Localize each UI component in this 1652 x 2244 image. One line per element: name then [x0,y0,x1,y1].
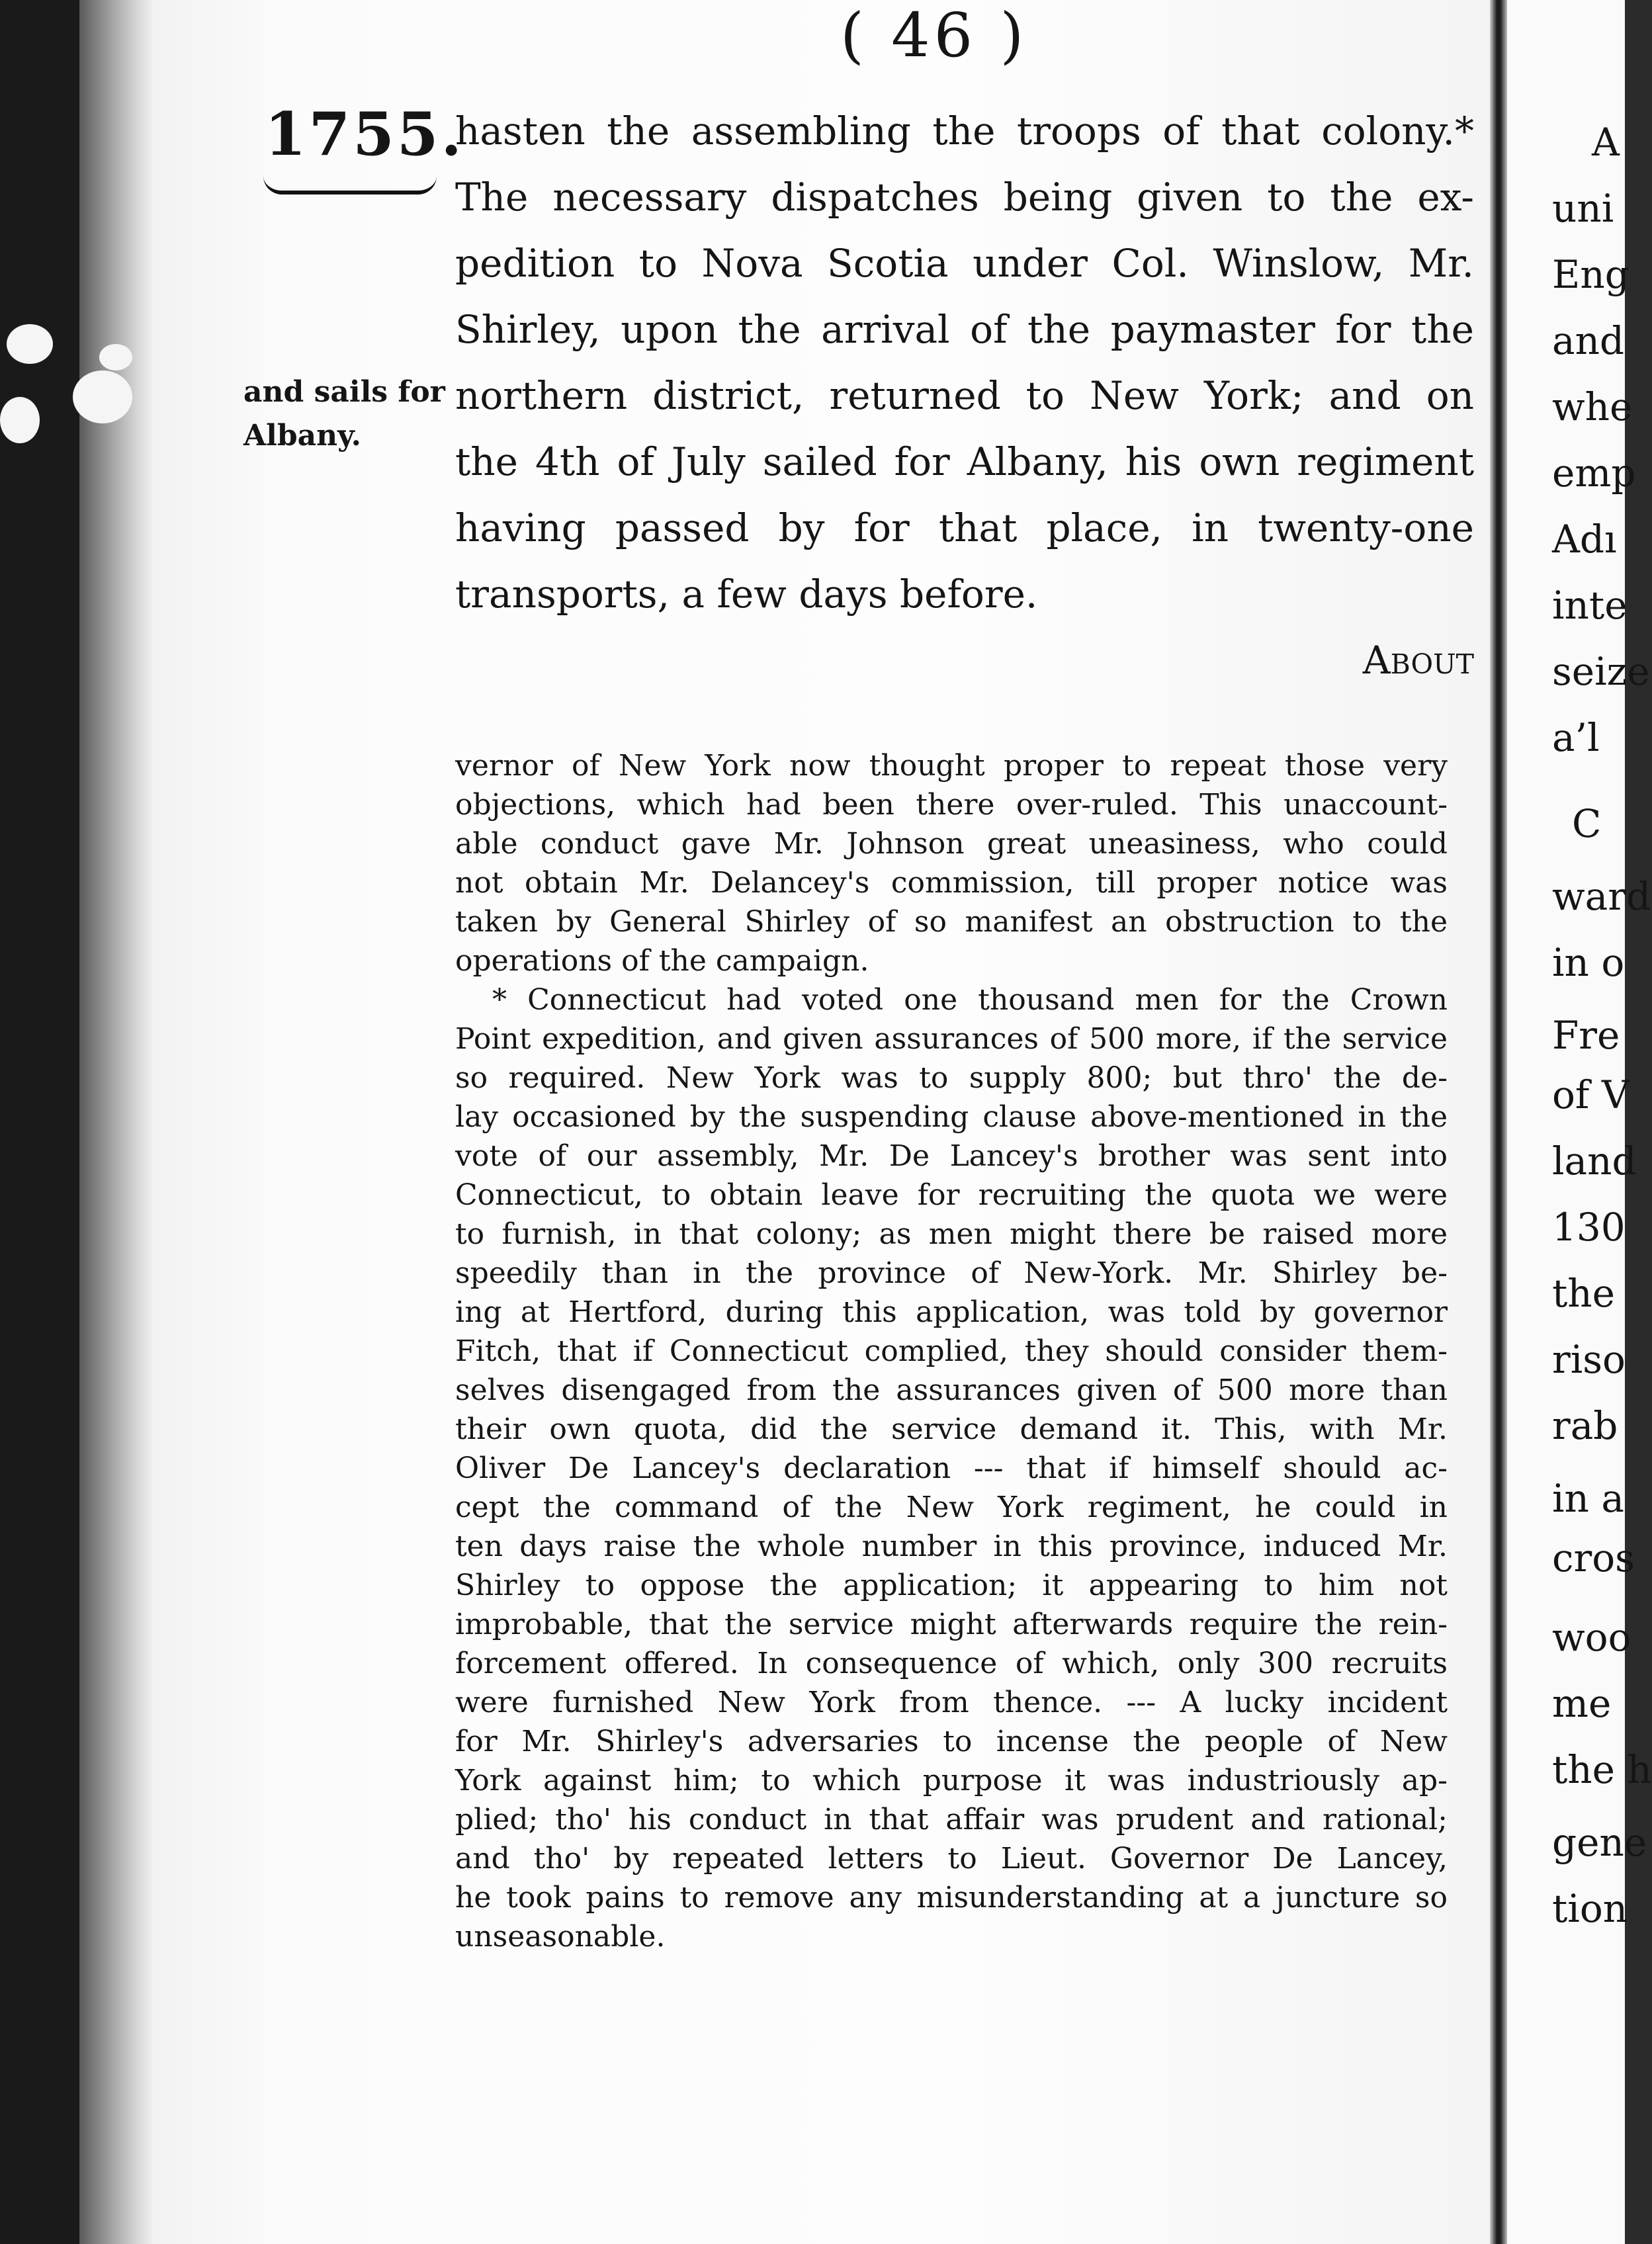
facing-page-fragment: C [1572,801,1602,846]
facing-page-fragment: emp [1552,451,1636,496]
footnote-line: he took pains to remove any misunderstanding at a juncture so [455,1881,1448,1915]
footnote-line: Oliver De Lancey's declaration --- that if himself should ac- [455,1451,1448,1485]
facing-page-fragment: seize [1552,649,1650,694]
footnotes [455,746,1448,1956]
facing-page-fragment: me [1552,1681,1612,1726]
footnote-line: forcement offered. In consequence of which, only 300 recruits [455,1647,1448,1680]
facing-page-fragment: and [1552,318,1625,363]
paper-blot [7,324,53,364]
footnote-line: Connecticut, to obtain leave for recruiting the quota we were [455,1178,1448,1212]
facing-page-fragment: a’l [1552,715,1600,760]
footnote-line: cept the command of the New York regiment, he could in [455,1490,1448,1524]
facing-page-fragment: the h [1552,1747,1652,1792]
footnote-line: unseasonable. [455,1920,666,1954]
facing-page-fragment: inte [1552,583,1628,628]
margin-note [243,370,445,458]
binding-gutter [79,0,152,2244]
margin-note-line: and sails for [243,375,445,409]
footnote-line: to furnish, in that colony; as men might there be raised more [455,1217,1448,1251]
footnote-line: taken by General Shirley of so manifest an obstruction to the [455,905,1448,939]
facing-page-fragment: rab [1552,1403,1618,1448]
footnote-line: speedily than in the province of New-York. Mr. Shirley be- [455,1256,1448,1290]
footnote-line: improbable, that the service might afterwards require the rein- [455,1608,1448,1641]
footnote-line: * Connecticut had voted one thousand men for the Crown [492,983,1448,1017]
footnote-line: were furnished New York from thence. --- A lucky incident [455,1686,1448,1719]
year-heading: 1755. [265,99,464,169]
catchword: About [1362,638,1474,683]
footnote-line: lay occasioned by the suspending clause above-mentioned in the [455,1100,1448,1134]
facing-page-fragment: gene [1552,1820,1647,1865]
facing-page-fragment: uni [1552,186,1614,231]
facing-page-fragment: tion [1552,1886,1628,1931]
facing-page-fragment: of V [1552,1072,1630,1117]
footnote-line: selves disengaged from the assurances given of 500 more than [455,1373,1448,1407]
page-divider [1490,0,1507,2244]
footnote-line: vernor of New York now thought proper to repeat those very [455,749,1448,783]
main-text [455,98,1474,693]
footnote-line: ten days raise the whole number in this province, induced Mr. [455,1530,1448,1563]
footnote-line: operations of the campaign. [455,944,869,978]
footnote-line: York against him; to which purpose it was industriously ap- [455,1764,1448,1797]
text-line: transports, a few days before. [455,572,1038,617]
footnote-line: Fitch, that if Connecticut complied, they should consider them- [455,1334,1448,1368]
footnote-line: able conduct gave Mr. Johnson great uneasiness, who could [455,827,1448,861]
facing-page-fragment: cros [1552,1535,1635,1580]
footnote-line: plied; tho' his conduct in that affair was prudent and rational; [455,1803,1448,1836]
footnote-line: objections, which had been there over-ruled. This unaccount- [455,788,1448,822]
footnote-line: not obtain Mr. Delancey's commission, till proper notice was [455,866,1448,900]
text-line: having passed by for that place, in twenty-one [455,505,1474,550]
facing-page-fragment: Adı [1552,517,1617,562]
page-number: ( 46 ) [840,0,1028,71]
footnote-line: and tho' by repeated letters to Lieut. Governor De Lancey, [455,1842,1448,1876]
footnote-line: for Mr. Shirley's adversaries to incense the people of New [455,1725,1448,1758]
facing-page-fragment: Fre [1552,1013,1620,1058]
text-line: the 4th of July sailed for Albany, his own regiment [455,439,1474,484]
text-line: pedition to Nova Scotia under Col. Winslow, Mr. [455,241,1474,286]
facing-page-fragment: the [1552,1271,1615,1316]
facing-page-fragment: whe [1552,384,1633,429]
facing-page-fragment: land [1552,1139,1637,1184]
facing-page-fragment: ward [1552,874,1651,919]
paper-blot [99,344,132,370]
year-ornament-rule [263,176,437,194]
facing-page-fragment: Eng [1552,252,1630,297]
footnote-line: vote of our assembly, Mr. De Lancey's brother was sent into [455,1139,1448,1173]
text-line: hasten the assembling the troops of that colony.* [455,108,1474,153]
facing-page-fragment: A [1592,120,1620,165]
facing-page-fragment: riso [1552,1337,1626,1382]
facing-page-fragment: woo [1552,1615,1631,1660]
paper-blot [0,397,40,443]
margin-note-line: Albany. [243,419,361,453]
facing-page-fragment: 130 [1552,1205,1626,1250]
footnote-line: their own quota, did the service demand it. This, with Mr. [455,1412,1448,1446]
footnote-line: Shirley to oppose the application; it appearing to him not [455,1569,1448,1602]
paper-blot [73,370,132,423]
text-line: The necessary dispatches being given to the ex- [455,175,1474,220]
facing-page-fragment: in o [1552,940,1625,985]
footnote-line: so required. New York was to supply 800; but thro' the de- [455,1061,1448,1095]
facing-page-fragment: in a [1552,1476,1624,1521]
text-line: northern district, returned to New York; and on [455,373,1474,418]
text-line: Shirley, upon the arrival of the paymaster for the [455,307,1474,352]
footnote-line: Point expedition, and given assurances of 500 more, if the service [455,1022,1448,1056]
footnote-line: ing at Hertford, during this application, was told by governor [455,1295,1448,1329]
